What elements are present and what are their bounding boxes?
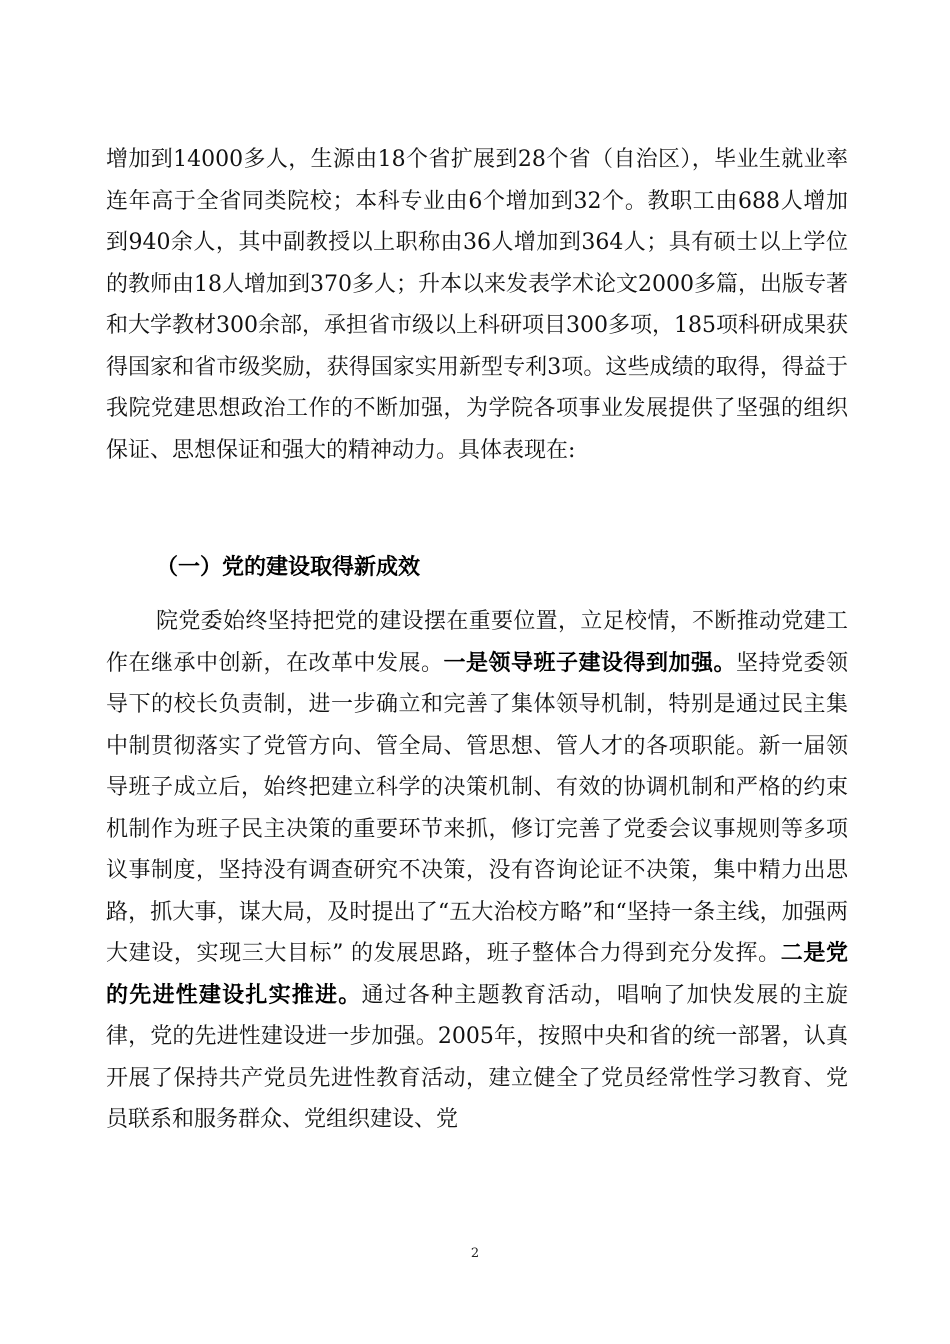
body-paragraph-2: [106, 601, 848, 1141]
point-2-title: 二是党的先进性建设扎实推进。: [106, 940, 848, 1008]
point-1-title: 一是领导班子建设得到加强。: [443, 649, 736, 676]
page-number: 2: [470, 1246, 480, 1261]
body-paragraph-1: 增加到14000多人，生源由18个省扩展到28个省（自治区），毕业生就业率连年高于全省同类院校；本科专业由6个增加到32个。教职工由688人增加到940余人，其中副教授以上职称由36人增加到364人；具有硕士以上学位的教师由18人增加到370多人；升本以来发表学术论文2000多篇，出版专著和大学教材300余部，承担省市级以上科研项目300多项，185项科研成果获得国家和省市级奖励，获得国家实用新型专利3项。这些成绩的取得，得益于我院党建思想政治工作的不断加强，为学院各项事业发展提供了坚强的组织保证、思想保证和强大的精神动力。具体表现在:: [106, 147, 848, 463]
point-2-body: 通过各种主题教育活动，唱响了加快发展的主旋律，党的先进性建设进一步加强。2005年，按照中央和省的统一部署，认真开展了保持共产党员先进性教育活动，建立健全了党员经常性学习教育、党员联系和服务群众、党组织建设、党: [106, 982, 848, 1132]
section-heading: （一）党的建设取得新成效: [156, 555, 421, 580]
point-1-body: 坚持党委领导下的校长负责制，进一步确立和完善了集体领导机制，特别是通过民主集中制贯彻落实了党管方向、管全局、管思想、管人才的各项职能。新一届领导班子成立后，始终把建立科学的决策机制、有效的协调机制和严格的约束机制作为班子民主决策的重要环节来抓，修订完善了党委会议事规则等多项议事制度，坚持没有调查研究不决策，没有咨询论证不决策，集中精力出思路，抓大事，谋大局，及时提出了“五大治校方略”和“坚持一条主线，加强两大建设，实现三大目标” 的发展思路，班子整体合力得到充分发挥。: [106, 650, 848, 966]
paragraph-2-intro: 院党委始终坚持把党的建设摆在重要位置，立足校情，不断推动党建工作在继承中创新，在改革中发展。: [106, 609, 848, 676]
